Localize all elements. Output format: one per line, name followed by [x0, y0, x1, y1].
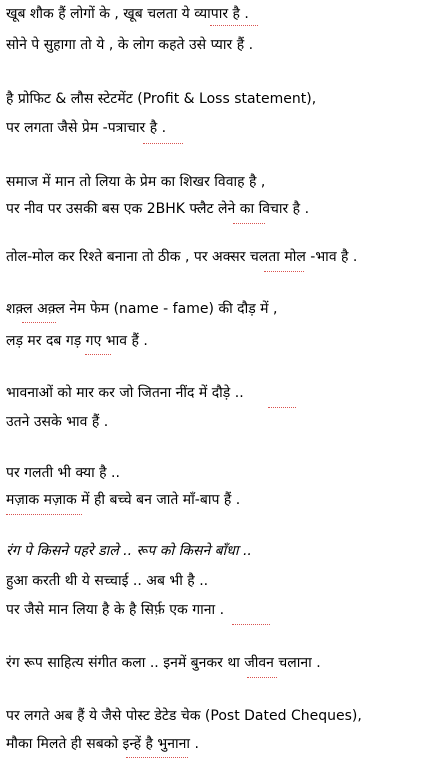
poem-line: समाज में मान तो लिया के प्रेम का शिखर विवाह है , — [6, 174, 266, 190]
spellcheck-underline — [85, 354, 111, 355]
poem-line: सोने पे सुहागा तो ये , के लोग कहते उसे प्यार हैं . — [6, 37, 254, 53]
spellcheck-underline — [210, 25, 258, 26]
poem-line: लड़ मर दब गड़ गए भाव हैं . — [6, 333, 148, 349]
poem-line: पर लगते अब हैं ये जैसे पोस्ट डेटेड चेक (Post Dated Cheques), — [6, 708, 362, 724]
spellcheck-underline — [233, 223, 265, 224]
spellcheck-underline — [268, 407, 296, 408]
poem-line: मज़ाक मज़ाक में ही बच्चे बन जाते माँ-बाप हैं . — [6, 492, 241, 508]
poem-line: पर गलती भी क्या है .. — [6, 465, 120, 481]
poem-line: हुआ करती थी ये सच्चाई .. अब भी है .. — [6, 573, 209, 589]
poem-line: तोल-मोल कर रिश्ते बनाना तो ठीक , पर अक्सर चलता मोल -भाव है . — [6, 249, 358, 265]
poem-line: उतने उसके भाव हैं . — [6, 414, 109, 430]
poem-line: पर लगता जैसे प्रेम -पत्राचार है . — [6, 120, 167, 136]
poem-line: भावनाओं को मार कर जो जितना नींद में दौड़े .. — [6, 385, 244, 401]
poem-line: है प्रोफिट & लौस स्टेटमेंट (Profit & Loss statement), — [6, 91, 317, 107]
spellcheck-underline — [264, 271, 304, 272]
poem-line: शक़्ल अक़्ल नेम फेम (name - fame) की दौड़ में , — [6, 301, 278, 317]
spellcheck-underline — [22, 322, 56, 323]
poem-line: मौका मिलते ही सबको इन्हें है भुनाना . — [6, 736, 199, 752]
poem-line: पर जैसे मान लिया है के है सिर्फ़ एक गाना . — [6, 602, 225, 618]
spellcheck-underline — [143, 143, 183, 144]
spellcheck-underline — [232, 624, 270, 625]
poem-line: पर नीव पर उसकी बस एक 2BHK फ्लैट लेने का विचार है . — [6, 201, 310, 217]
spellcheck-underline — [247, 677, 277, 678]
poem-line: रंग पे किसने पहरे डाले .. रूप को किसने बाँधा .. — [6, 543, 252, 559]
spellcheck-underline — [6, 514, 82, 515]
poem-line: रंग रूप साहित्य संगीत कला .. इनमें बुनकर था जीवन चलाना . — [6, 655, 321, 671]
poem-line: खूब शौक हैं लोगों के , खूब चलता ये व्यापार है . — [6, 6, 249, 22]
